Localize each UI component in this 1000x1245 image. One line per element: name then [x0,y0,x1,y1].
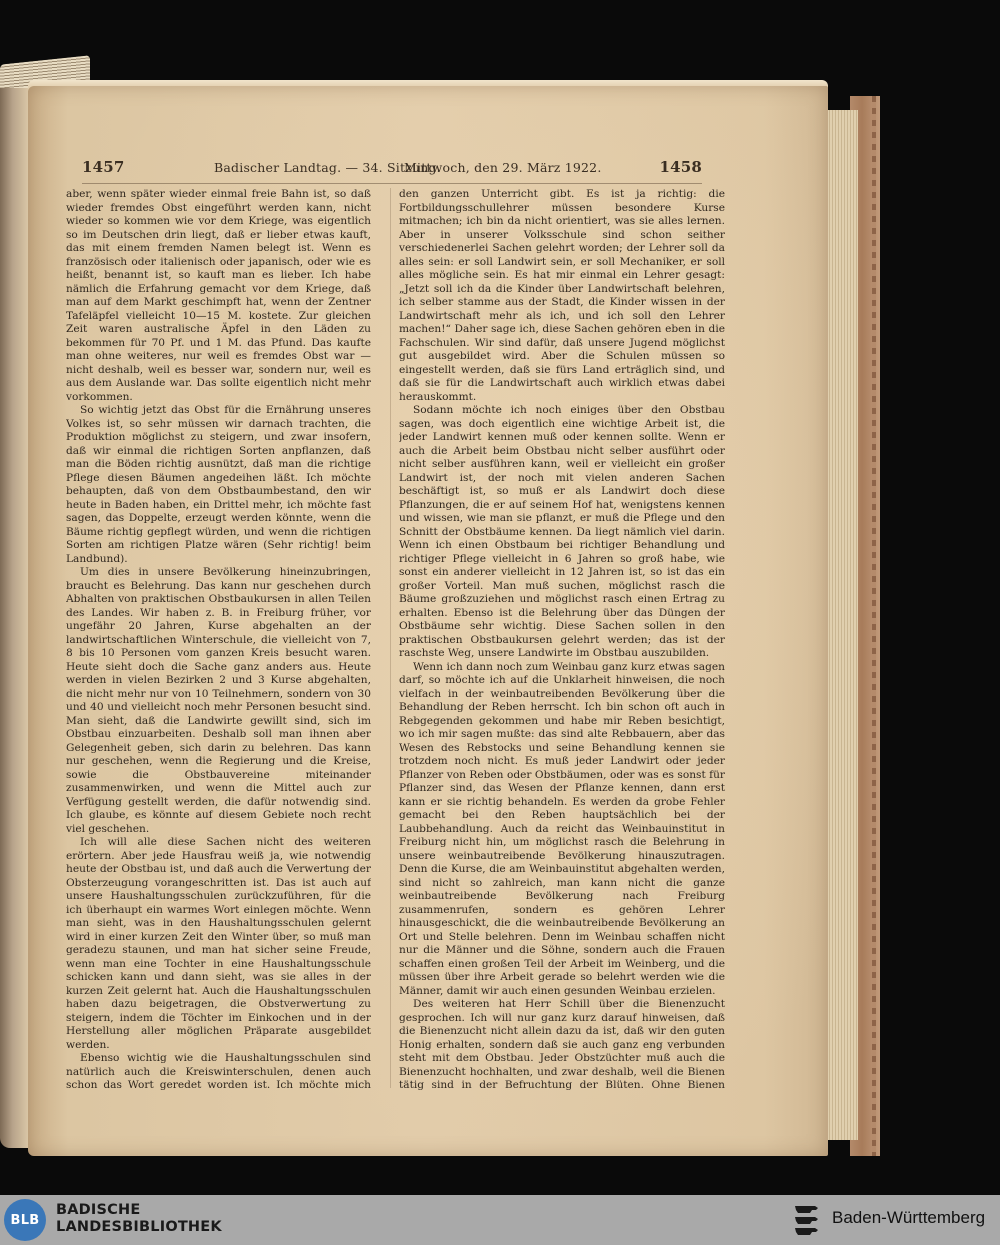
library-name[interactable] [56,1202,222,1236]
paragraph: Des weiteren hat Herr Schill über die Bienenzucht gesprochen. Ich will nur ganz kurz darauf hinweisen, daß die Bienenzucht nicht allein dazu da ist, daß wir den guten Honig erhalten, sondern daß sie auch ganz eng verbunden steht mit dem Obstbau. Jeder Obstzüchter muß auch die Bienenzucht hochhalten, und zwar deshalb, weil die Bienen tätig sind in der Befruchtung der Blüten. Ohne Bienen [399,998,725,1091]
paragraph: Um dies in unsere Bevölkerung hineinzubringen, braucht es Belehrung. Das kann nur geschehen durch Abhalten von praktischen Obstbaukursen in allen Teilen des Landes. Wir haben z. B. in Freiburg früher, vor ungefähr 20 Jahren, Kurse abgehalten an der landwirtschaftlichen Winterschule, die vielleicht von 7, 8 bis 10 Personen vom ganzen Kreis besucht waren. Heute sieht doch die Sache ganz anders aus. Heute werden in vielen Bezirken 2 und 3 Kurse abgehalten, die nicht mehr nur von 10 Teilnehmern, sondern von 30 und 40 und vielleicht noch mehr Personen besucht sind. Man sieht, daß die Landwirte gewillt sind, sich im Obstbau einzuarbeiten. Deshalb soll man ihnen aber Gelegenheit geben, sich darin zu belehren. Das kann nur geschehen, wenn die Regierung und die Kreise, sowie die Obstbauvereine miteinander zusammenwirken, und wenn die Mittel auch zur Verfügung gestellt werden, die dafür notwendig sind. Ich glaube, es könnte auf diesem Gebiete noch recht viel geschehen. [66,566,371,835]
paragraph: Ebenso wichtig wie die Haushaltungsschulen sind natürlich auch die Kreiswinterschulen, denen auch schon das Wort geredet worden ist. Ich möchte mich [66,1052,371,1091]
paragraph: den ganzen Unterricht gibt. Es ist ja richtig: die Fortbildungsschullehrer müssen besondere Kurse mitmachen; ich bin da nicht orientiert, was sie alles lernen. Aber in unserer Volksschule sind schon seither verschiedenerlei Sachen gelehrt worden; der Lehrer soll da alles sein: er soll Landwirt sein, er soll Mechaniker, er soll alles mögliche sein. Es hat mir einmal ein Lehrer gesagt: „Jetzt soll ich da die Kinder über Landwirtschaft belehren, ich selber stamme aus der Stadt, die Kinder wissen in der Landwirtschaft mehr als ich, und ich soll den Lehrer machen!“ Daher sage ich, diese Sachen gehören eben in die Fachschulen. Wir sind dafür, daß unsere Jugend möglichst gut ausgebildet wird. Aber die Schulen müssen so eingestellt werden, daß sie fürs Land erträglich sind, und daß sie für die Landwirtschaft auch wirklich etwas dabei herauskommt. [399,188,725,403]
column-gutter [390,188,391,1088]
page-number-right: 1458 [659,158,702,176]
text-column-right [399,188,725,1093]
running-head: Badischer Landtag. — 34. Sitzung. [214,160,441,175]
library-name-line2: LANDESBIBLIOTHEK [56,1219,222,1235]
text-column-left [66,188,371,1093]
page-number-left: 1457 [82,158,125,176]
three-lions-icon [792,1202,822,1238]
blb-logo[interactable]: BLB [4,1199,46,1241]
paragraph: Wenn ich dann noch zum Weinbau ganz kurz etwas sagen darf, so möchte ich auf die Unklarheit hinweisen, die noch vielfach in der weinbautreibenden Bevölkerung über die Behandlung der Reben herrscht. Ich bin schon oft auch in Rebgegenden gekommen und habe mir Reben besichtigt, wo ich mir sagen mußte: das sind alte Rebbauern, aber das Wesen des Rebstocks und seine Behandlung kennen sie trotzdem noch nicht. Es muß jeder Landwirt oder jeder Pflanzer von Reben oder Obstbäumen, oder was es sonst für Pflanzer sind, das Wesen der Pflanze kennen, dann erst kann er sie richtig behandeln. Es werden da grobe Fehler gemacht bei den Reben hauptsächlich bei der Laubbehandlung. Auch da reicht das Weinbauinstitut in Freiburg nicht hin, um möglichst rasch die Belehrung in unsere weinbautreibende Bevölkerung hinauszutragen. Denn die Kurse, die am Weinbauinstitut abgehalten werden, sind nicht so zahlreich, man kann nicht die ganze weinbautreibende Bevölkerung nach Freiburg zusammenrufen, sondern es gehören Lehrer hinausgeschickt, die die weinbautreibende Bevölkerung an Ort und Stelle belehren. Denn im Weinbau schaffen nicht nur die Männer und die Söhne, sondern auch die Frauen schaffen einen großen Teil der Arbeit im Weinberg, und die müssen über ihre Arbeit gerade so belehrt werden wie die Männer, damit wir auch einen gesunden Weinbau erzielen. [399,660,725,997]
page-header [82,158,702,180]
paragraph: Ich will alle diese Sachen nicht des weiteren erörtern. Aber jede Hausfrau weiß ja, wie notwendig heute der Obstbau ist, und daß auch die Verwertung der Obsterzeugung vorangeschritten ist. Das ist auch auf unsere Haushaltungsschulen zurückzuführen, für die ich überhaupt ein warmes Wort einlegen möchte. Wenn man sieht, was in den Haushaltungsschulen gelernt wird in einer kurzen Zeit den Winter über, so muß man geradezu staunen, und man hat sicher seine Freude, wenn man eine Tochter in eine Haushaltungsschule schicken kann und dann sieht, was sie alles in der kurzen Zeit gelernt hat. Auch die Haushaltungsschulen haben dazu beigetragen, die Obstverwertung zu steigern, indem die Töchter im Einkochen und in der Herstellung aller möglichen Präparate ausgebildet werden. [66,836,371,1051]
footer-bar [0,1195,1000,1245]
previous-page [0,88,28,1148]
paragraph: aber, wenn später wieder einmal freie Bahn ist, so daß wieder fremdes Obst eingeführt werden kann, nicht wieder so kommen wie vor dem Kriege, was eigentlich so im Deutschen drin liegt, daß er lieber etwas kauft, das mit einem fremden Namen belegt ist. Wenn es französisch oder italienisch oder japanisch, oder wie es heißt, benannt ist, so kauft man es lieber. Ich habe nämlich die Erfahrung gemacht vor dem Kriege, daß man auf dem Markt geschimpft hat, wenn der Zentner Tafeläpfel vielleicht 10—15 M. kostete. Zur gleichen Zeit waren australische Äpfel in den Läden zu bekommen für 70 Pf. und 1 M. das Pfund. Das kaufte man ohne weiteres, nur weil es fremdes Obst war — nicht deshalb, weil es besser war, sondern nur, weil es aus dem Auslande war. Das sollte eigentlich nicht mehr vorkommen. [66,188,371,403]
state-name[interactable]: Baden-Württemberg [832,1208,986,1227]
paragraph: Sodann möchte ich noch einiges über den Obstbau sagen, was doch eigentlich eine wichtige Arbeit ist, die jeder Landwirt kennen muß oder kennen sollte. Wenn er auch die Arbeit beim Obstbau nicht selber ausführt oder nicht selber ausführen kann, weil er vielleicht ein großer Landwirt ist, der noch mit vielen anderen Sachen beschäftigt ist, so muß er als Landwirt doch diese Pflanzungen, die er auf seinem Hof hat, wenigstens kennen und wissen, wie man sie pflanzt, er muß die Pflege und den Schnitt der Obstbäume kennen. Da liegt nämlich viel darin. Wenn ich einen Obstbaum bei richtiger Behandlung und richtiger Pflege vielleicht in 6 Jahren so groß habe, wie sonst ein anderer vielleicht in 12 Jahren ist, so ist das ein großer Vorteil. Man muß suchen, möglichst rasch die Bäume großzuziehen und möglichst rasch einen Ertrag zu erhalten. Ebenso ist die Belehrung über das Düngen der Obstbäume sehr wichtig. Diese Sachen sollen in den praktischen Obstbaukursen gelehrt werden; das ist der raschste Weg, unsere Landwirte im Obstbau auszubilden. [399,404,725,659]
session-date: Mittwoch, den 29. März 1922. [404,160,602,175]
paragraph: So wichtig jetzt das Obst für die Ernährung unseres Volkes ist, so sehr müssen wir darnach trachten, die Produktion möglichst zu steigern, und zwar insofern, daß wir einmal die richtigen Sorten anpflanzen, daß man die Böden richtig ausnützt, daß man die richtige Pflege diesen Bäumen angedeihen läßt. Ich möchte behaupten, daß von dem Obstbaumbestand, den wir heute in Baden haben, ein Drittel mehr, ich möchte fast sagen, das Doppelte, erzeugt werden könnte, wenn die Bäume richtig gepflegt würden, und wenn die richtigen Sorten am richtigen Platze wären (Sehr richtig! beim Landbund). [66,404,371,565]
library-name-line1: BADISCHE [56,1202,141,1218]
header-rule [82,183,702,184]
